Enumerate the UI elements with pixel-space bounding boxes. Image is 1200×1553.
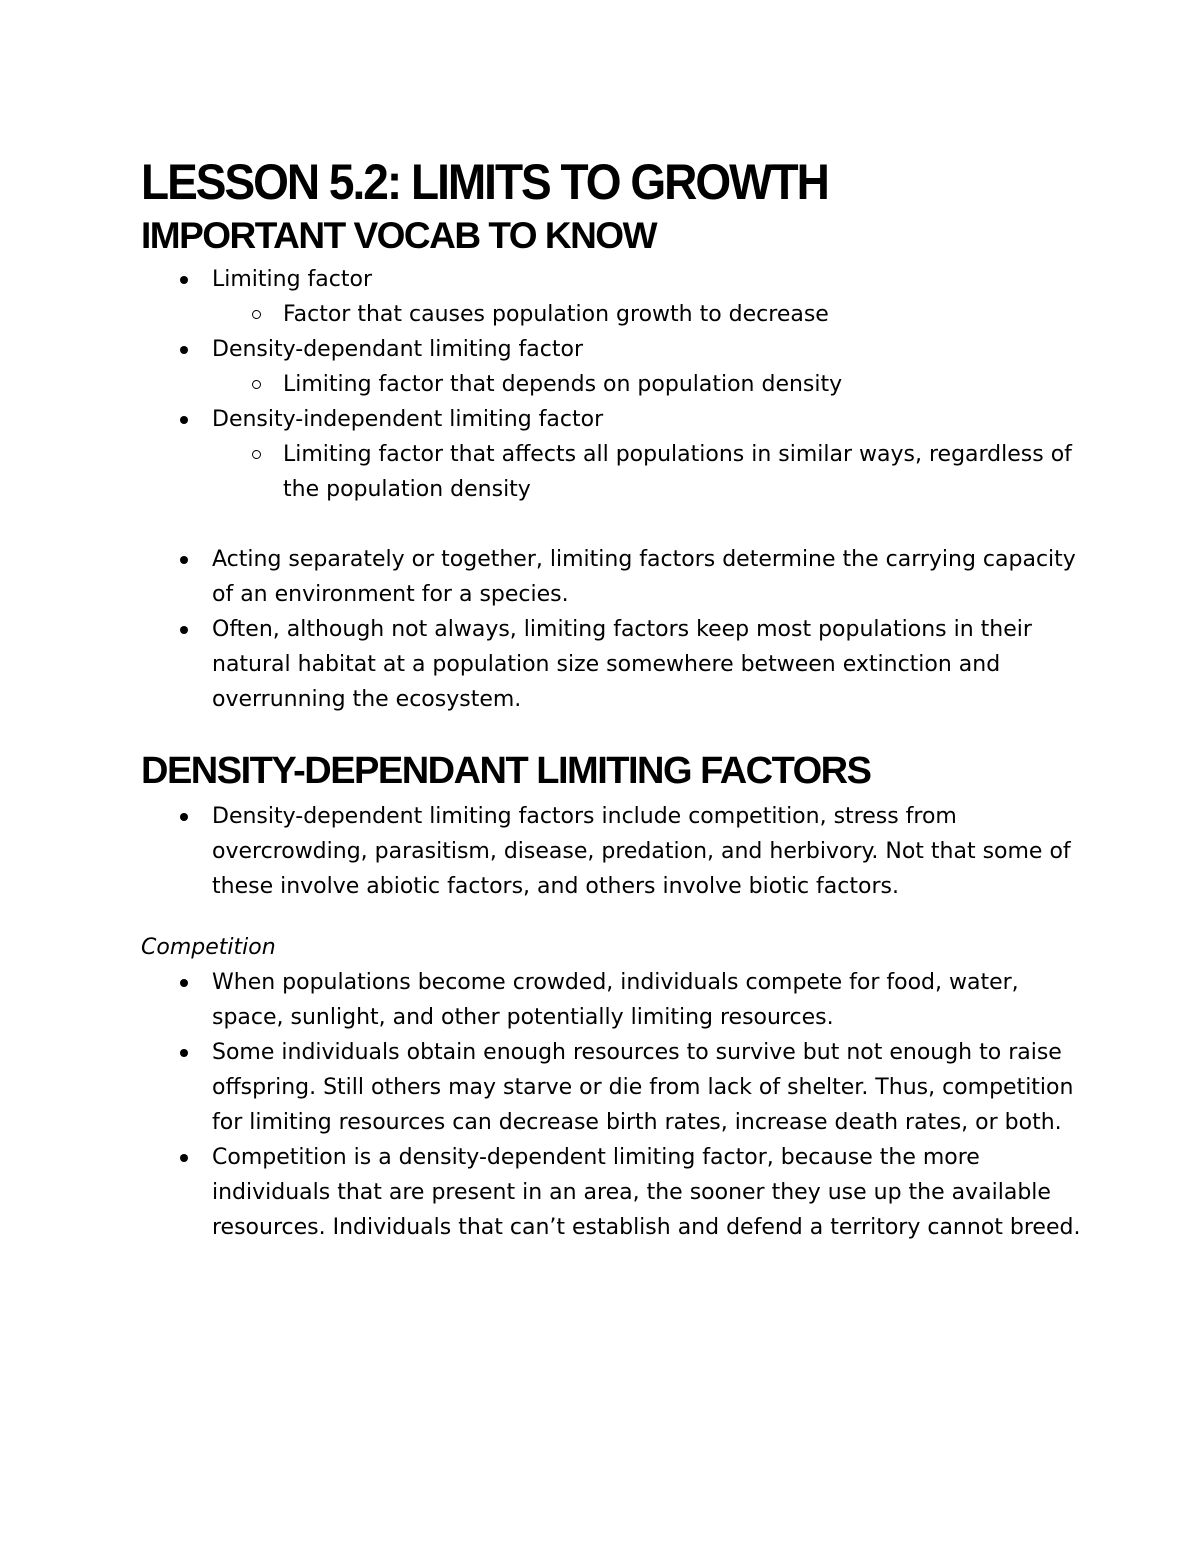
spacer <box>141 904 1081 930</box>
bullet-dot-icon <box>180 556 188 564</box>
notes-list <box>141 542 1081 717</box>
vocab-definition-text: Limiting factor that affects all populations in similar ways, regardless of the population density <box>283 442 1072 502</box>
bullet-dot-icon <box>180 813 188 821</box>
competition-bullet <box>141 965 1081 1035</box>
note-text: Often, although not always, limiting factors keep most populations in their natural habitat at a population size somewhere between extinction and overrunning the ecosystem. <box>212 617 1032 712</box>
vocab-definition-list <box>212 297 1081 332</box>
competition-bullet <box>141 1140 1081 1245</box>
competition-bullet-text: When populations become crowded, individuals compete for food, water, space, sunlight, and other potentially limiting resources. <box>212 970 1019 1030</box>
bullet-dot-icon <box>180 626 188 634</box>
vocab-term: Density-dependant limiting factor <box>212 337 584 362</box>
competition-bullet <box>141 1035 1081 1140</box>
document-page <box>141 148 1081 1245</box>
note-text: Acting separately or together, limiting factors determine the carrying capacity of an environment for a species. <box>212 547 1076 607</box>
bullet-dot-icon <box>180 276 188 284</box>
vocab-item <box>141 262 1081 332</box>
vocab-term: Limiting factor <box>212 267 373 292</box>
vocab-definition-text: Limiting factor that depends on population density <box>283 372 843 397</box>
bullet-dot-icon <box>180 979 188 987</box>
section-bullet <box>141 799 1081 904</box>
bullet-dot-icon <box>180 1049 188 1057</box>
vocab-item <box>141 402 1081 507</box>
vocab-term: Density-independent limiting factor <box>212 407 604 432</box>
bullet-circle-icon <box>252 380 261 389</box>
vocab-subtitle: IMPORTANT VOCAB TO KNOW <box>141 215 656 256</box>
vocab-list <box>141 262 1081 507</box>
page-title: LESSON 5.2: LIMITS TO GROWTH <box>141 153 828 210</box>
vocab-definition <box>212 437 1081 507</box>
competition-list <box>141 965 1081 1245</box>
bullet-circle-icon <box>252 310 261 319</box>
competition-bullet-text: Some individuals obtain enough resources to survive but not enough to raise offspring. Still others may starve or die from lack of shelter. Thus, competition for limiting resources can decrease birth rates, increase death rates, or both. <box>212 1040 1074 1135</box>
vocab-definition <box>212 297 1081 332</box>
spacer <box>141 507 1081 542</box>
section-bullet-text: Density-dependent limiting factors include competition, stress from overcrowding, parasitism, disease, predation, and herbivory. Not that some of these involve abiotic factors, and others involve biotic factors. <box>212 804 1071 899</box>
vocab-definition-list <box>212 367 1081 402</box>
section-heading: DENSITY-DEPENDANT LIMITING FACTORS <box>141 750 871 792</box>
vocab-definition <box>212 367 1081 402</box>
bullet-dot-icon <box>180 416 188 424</box>
competition-label: Competition <box>141 935 276 960</box>
bullet-dot-icon <box>180 346 188 354</box>
note-item <box>141 612 1081 717</box>
section-bullet-list <box>141 799 1081 904</box>
note-item <box>141 542 1081 612</box>
vocab-item <box>141 332 1081 402</box>
vocab-definition-list <box>212 437 1081 507</box>
bullet-circle-icon <box>252 450 261 459</box>
bullet-dot-icon <box>180 1154 188 1162</box>
competition-bullet-text: Competition is a density-dependent limiting factor, because the more individuals that are present in an area, the sooner they use up the available resources. Individuals that can’t establish and defend a territory cannot breed. <box>212 1145 1081 1240</box>
vocab-definition-text: Factor that causes population growth to decrease <box>283 302 829 327</box>
